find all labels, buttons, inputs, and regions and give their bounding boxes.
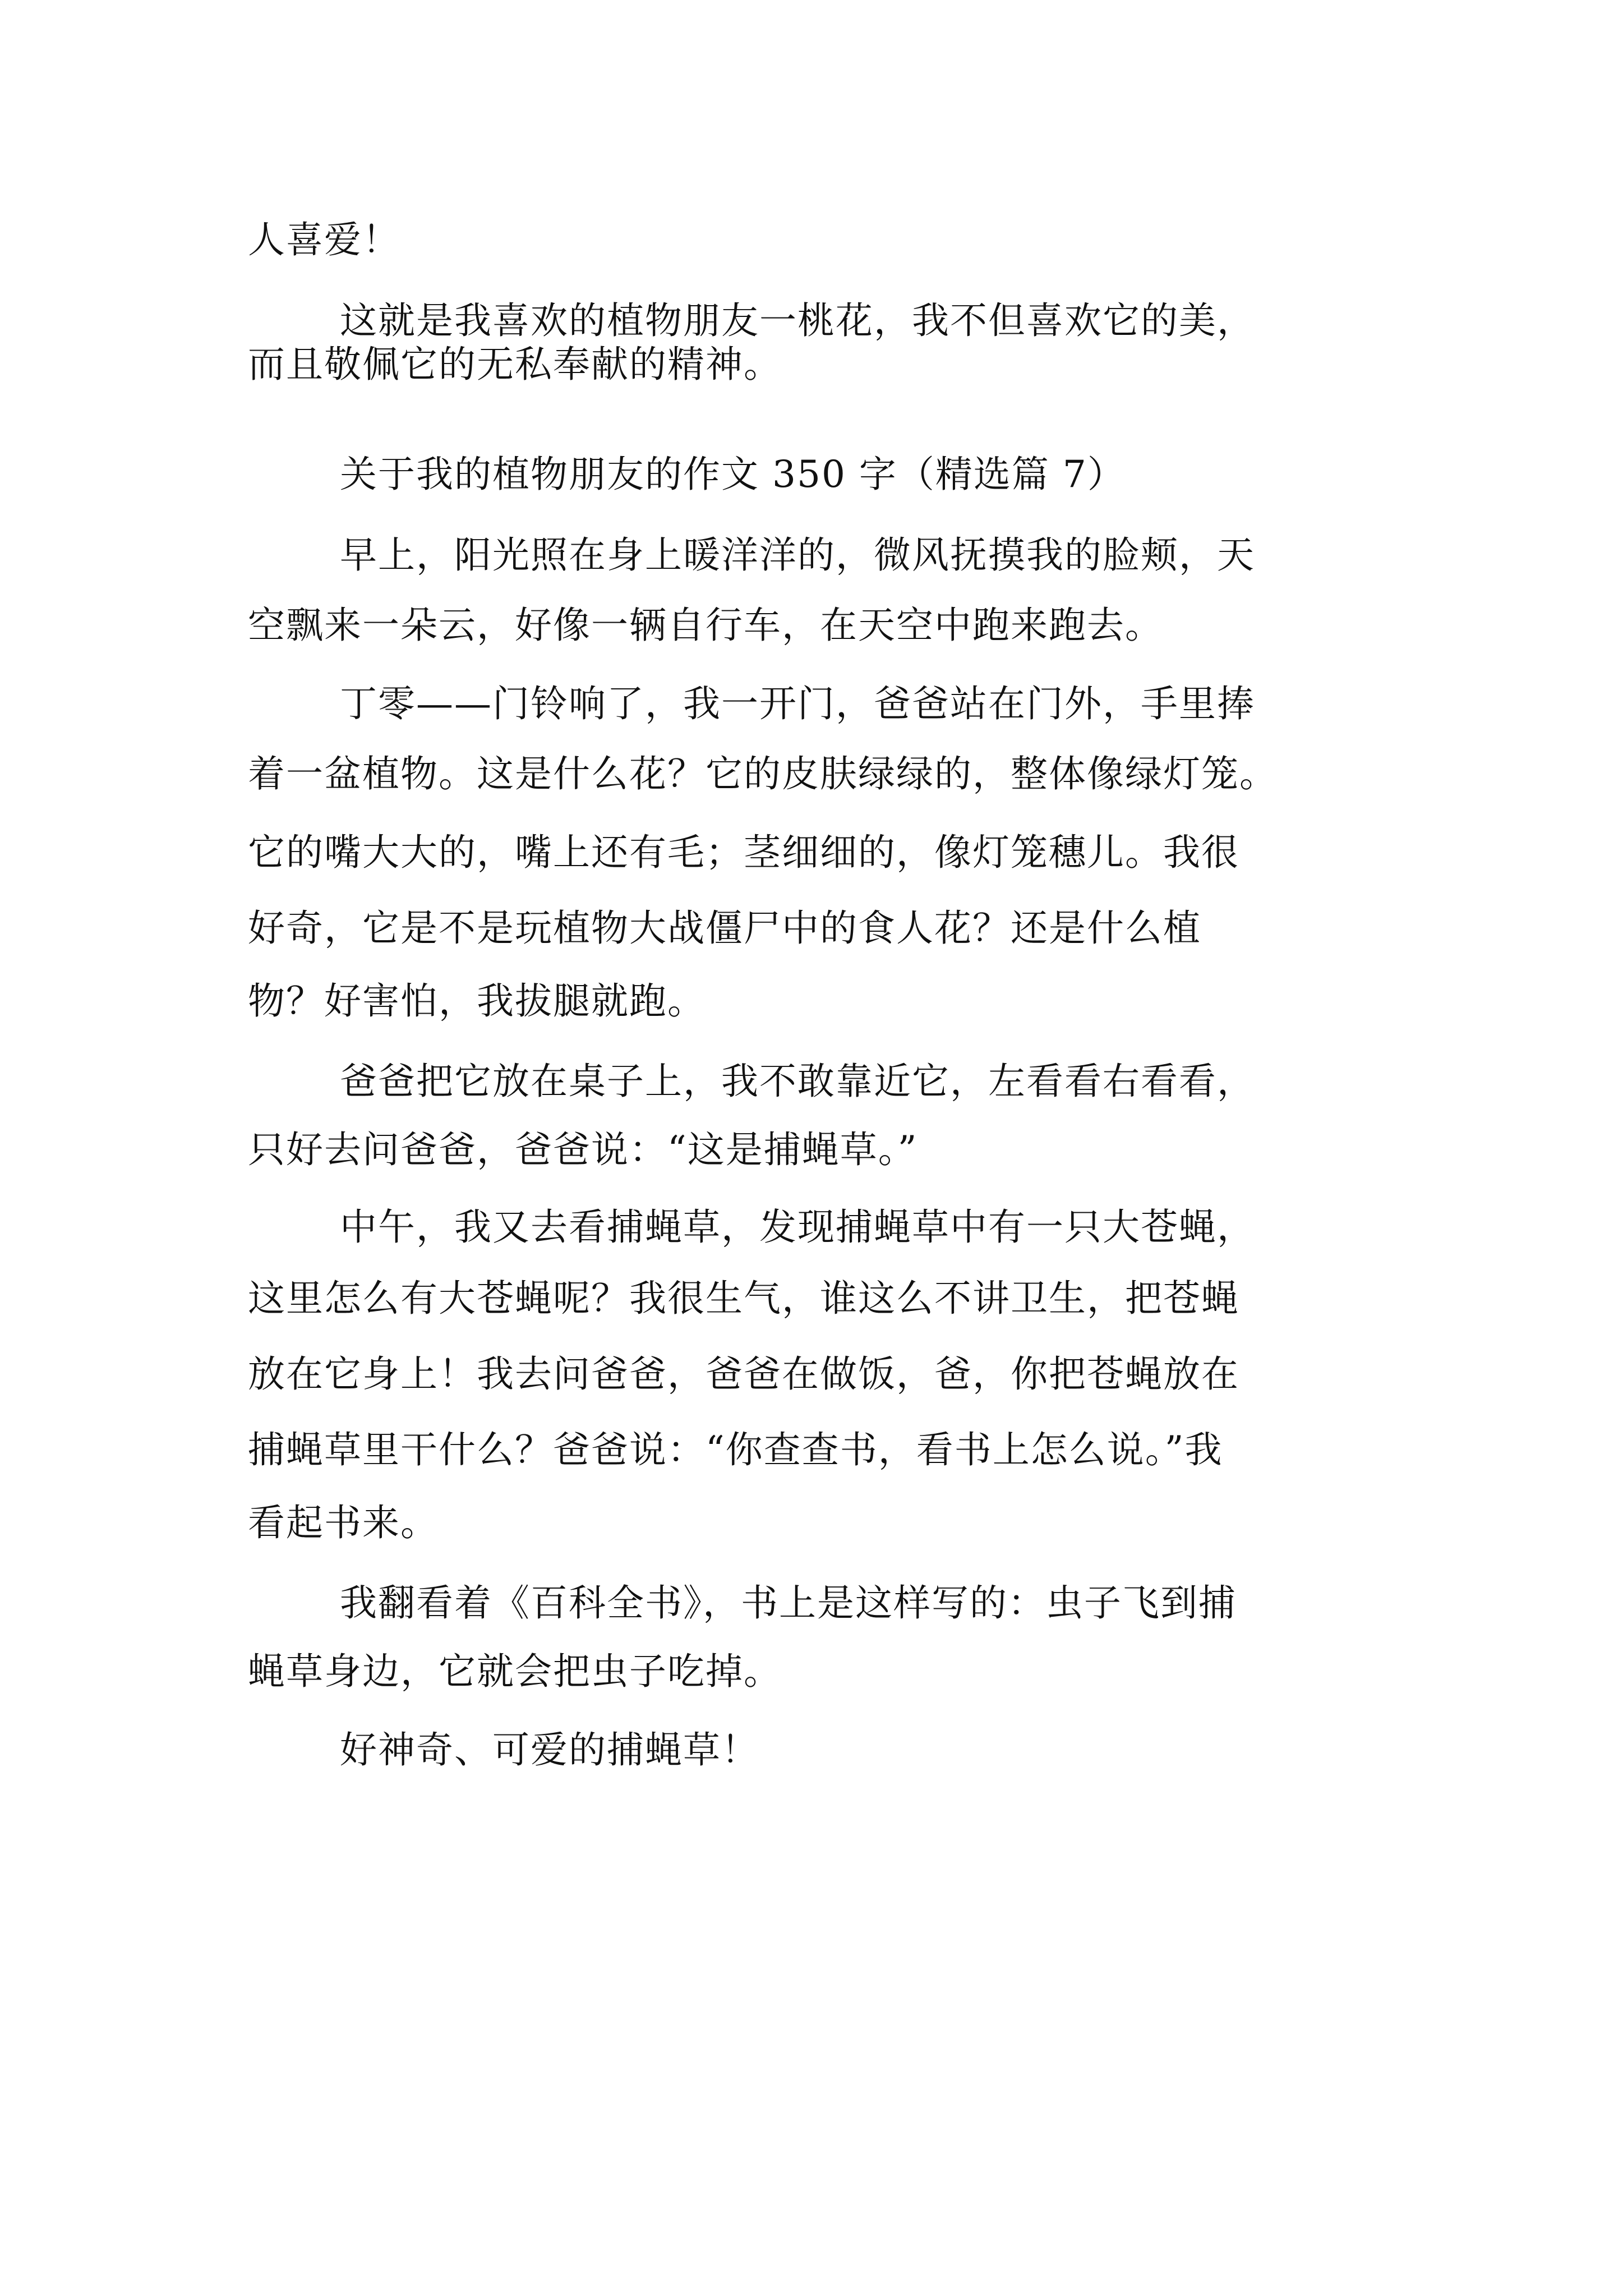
- paragraph-line: 空飘来一朵云，好像一辆自行车，在天空中跑来跑去。: [248, 604, 1163, 647]
- paragraph-line: 放在它身上！我去问爸爸，爸爸在做饭，爸，你把苍蝇放在: [248, 1352, 1239, 1396]
- paragraph-line: 人喜爱！: [248, 218, 400, 261]
- paragraph-line: 而且敬佩它的无私奉献的精神。: [248, 343, 782, 386]
- paragraph-line: 蝇草身边，它就会把虫子吃掉。: [248, 1650, 782, 1693]
- paragraph-line: 中午，我又去看捕蝇草，发现捕蝇草中有一只大苍蝇，: [340, 1205, 1255, 1249]
- paragraph-line: 爸爸把它放在桌子上，我不敢靠近它，左看看右看看，: [340, 1060, 1255, 1103]
- section-heading: 关于我的植物朋友的作文 350 字（精选篇 7）: [340, 453, 1126, 496]
- paragraph-line: 这里怎么有大苍蝇呢？我很生气，谁这么不讲卫生，把苍蝇: [248, 1277, 1239, 1320]
- paragraph-line: 物？好害怕，我拔腿就跑。: [248, 979, 706, 1023]
- paragraph-line: 这就是我喜欢的植物朋友一桃花，我不但喜欢它的美，: [340, 299, 1255, 342]
- paragraph-line: 我翻看着《百科全书》，书上是这样写的：虫子飞到捕: [340, 1581, 1237, 1625]
- paragraph-line: 只好去问爸爸，爸爸说：“这是捕蝇草。”: [248, 1128, 918, 1171]
- paragraph-line: 早上，阳光照在身上暖洋洋的，微风抚摸我的脸颊，天: [340, 533, 1255, 577]
- paragraph-line: 捕蝇草里干什么？爸爸说：“你查查书，看书上怎么说。”我: [248, 1428, 1223, 1471]
- paragraph-line: 它的嘴大大的，嘴上还有毛；茎细细的，像灯笼穗儿。我很: [248, 831, 1239, 874]
- paragraph-line: 看起书来。: [248, 1501, 439, 1544]
- paragraph-line: 着一盆植物。这是什么花？它的皮肤绿绿的，整体像绿灯笼。: [248, 752, 1278, 795]
- paragraph-line: 丁零——门铃响了，我一开门，爸爸站在门外，手里捧: [340, 682, 1255, 725]
- paragraph-line: 好神奇、可爱的捕蝇草！: [340, 1728, 759, 1772]
- paragraph-line: 好奇，它是不是玩植物大战僵尸中的食人花？还是什么植: [248, 907, 1201, 950]
